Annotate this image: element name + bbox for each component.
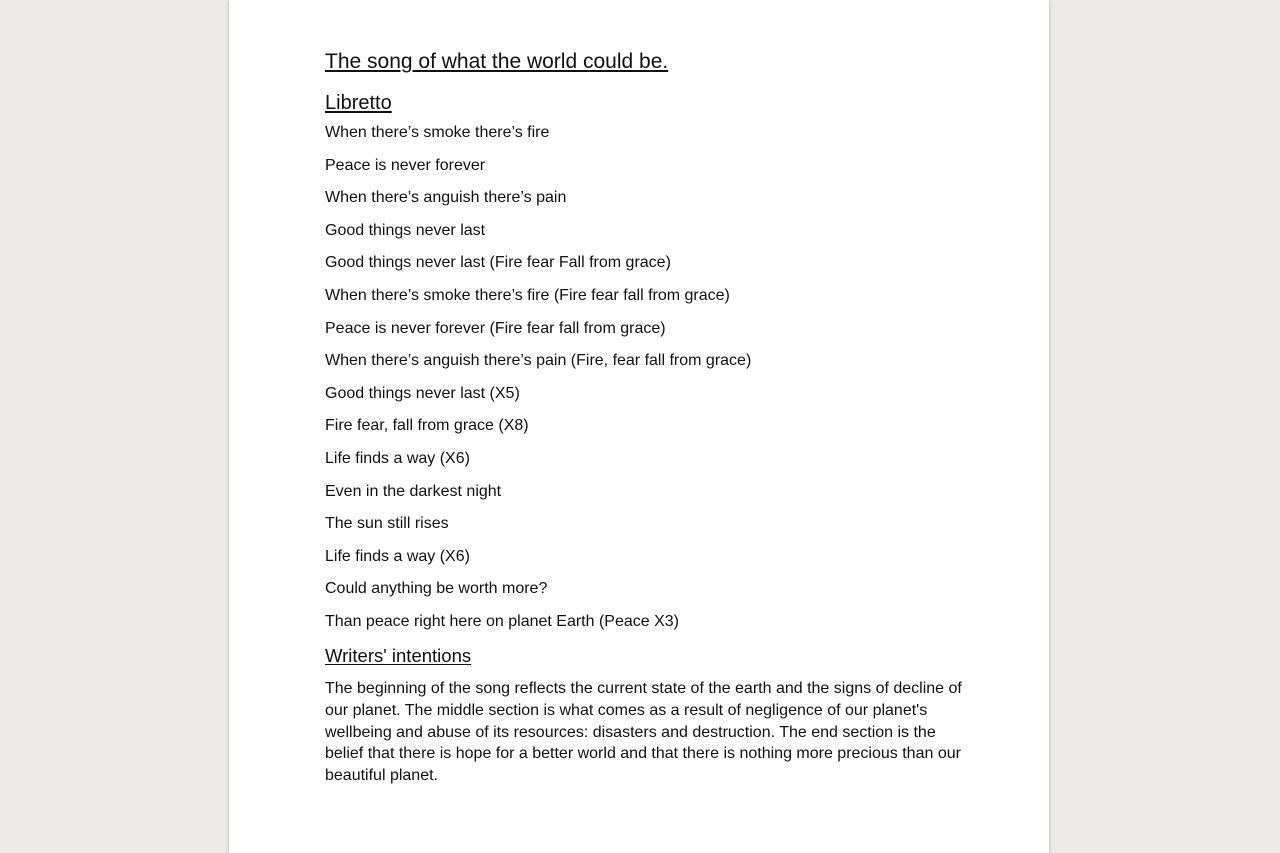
lyric-line: When there’s anguish there’s pain xyxy=(325,189,567,207)
document-title: The song of what the world could be. xyxy=(325,50,669,73)
lyric-line: Peace is never forever (Fire fear fall from grace) xyxy=(325,319,666,337)
lyric-line: Than peace right here on planet Earth (Peace X3) xyxy=(325,612,679,630)
lyric-line: The sun still rises xyxy=(325,515,449,533)
lyric-line: When there’s smoke there’s fire (Fire fear fall from grace) xyxy=(325,286,730,304)
lyric-line: When there’s smoke there’s fire xyxy=(325,124,550,141)
lyric-line: Even in the darkest night xyxy=(325,482,502,500)
writers-intentions-paragraph: The beginning of the song reflects the current state of the earth and the signs of decline of our planet. The middle section is what comes as a result of negligence of our planet's wellbeing and abuse of its resources: disasters and destruction. The end section is the belief that there is hope for a better world and that there is nothing more precious than our beautiful planet. xyxy=(325,679,962,785)
libretto-heading: Libretto xyxy=(325,92,392,114)
lyric-line: Life finds a way (X6) xyxy=(325,449,470,467)
document-page xyxy=(229,0,1049,853)
writers-intentions-heading: Writers' intentions xyxy=(325,644,472,666)
lyric-line: Life finds a way (X6) xyxy=(325,547,470,565)
lyric-line: When there’s anguish there’s pain (Fire, fear fall from grace) xyxy=(325,352,752,370)
lyric-line: Fire fear, fall from grace (X8) xyxy=(325,417,529,435)
lyric-line: Good things never last (X5) xyxy=(325,384,520,402)
lyric-line: Could anything be worth more? xyxy=(325,580,548,598)
lyric-line: Good things never last xyxy=(325,221,486,239)
lyric-line: Good things never last (Fire fear Fall from grace) xyxy=(325,254,671,272)
lyric-line: Peace is never forever xyxy=(325,156,486,174)
libretto-lyrics xyxy=(325,123,965,632)
document-content xyxy=(325,48,965,787)
